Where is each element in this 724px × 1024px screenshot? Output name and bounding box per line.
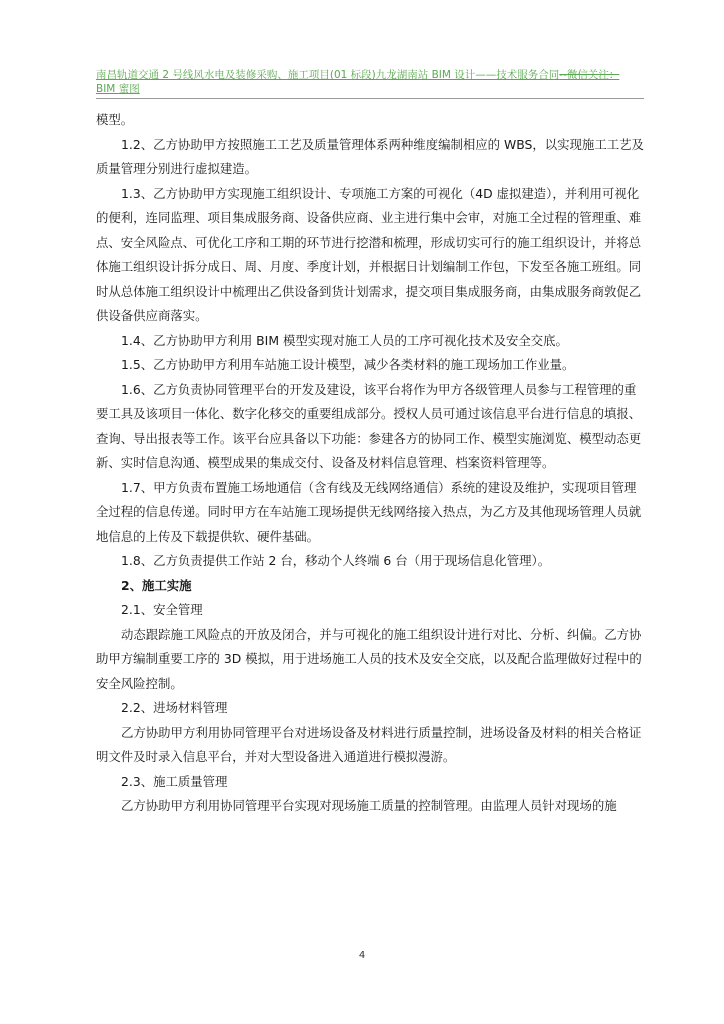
header-brand[interactable]: BIM 蜜图: [96, 83, 140, 95]
header-divider: [96, 98, 644, 99]
paragraph: 乙方协助甲方利用协同管理平台实现对现场施工质量的控制管理。由监理人员针对现场的施: [121, 798, 617, 813]
paragraph: 1.4、乙方协助甲方利用 BIM 模型实现对施工人员的工序可视化技术及安全交底。: [121, 332, 568, 348]
paragraph: 1.5、乙方协助甲方利用车站施工设计模型，减少各类材料的施工现场加工作业量。: [121, 357, 575, 372]
paragraph: 1.8、乙方负责提供工作站 2 台，移动个人终端 6 台（用于现场信息化管理）。: [121, 553, 551, 568]
document-body: [96, 108, 644, 819]
header-link[interactable]: --微信关注：: [559, 69, 620, 81]
subsection-heading: 2.3、施工质量管理: [121, 773, 228, 789]
subsection-heading: 2.1、安全管理: [121, 602, 203, 617]
paragraph: 1.6、乙方负责协同管理平台的开发及建设，该平台将作为甲方各级管理人员参与工程管理的重要工具及该项目一体化、数字化移交的重要组成部分。授权人员可通过该信息平台进行信息的填报、查询、导出报表等工作。该平台应具备以下功能：参建各方的协同工作、模型实施浏览、模型动态更新、实时信息沟通、模型成果的集成交付、设备及材料信息管理、档案资料管理等。: [96, 381, 642, 470]
page-number: 4: [358, 950, 366, 961]
paragraph: 1.2、乙方协助甲方按照施工工艺及质量管理体系两种维度编制相应的 WBS，以实现施工工艺及质量管理分别进行虚拟建造。: [96, 136, 644, 176]
subsection-heading: 2.2、进场材料管理: [121, 700, 228, 715]
paragraph: 乙方协助甲方利用协同管理平台对进场设备及材料进行质量控制，进场设备及材料的相关合格证明文件及时录入信息平台，并对大型设备进入通道进行模拟漫游。: [96, 724, 642, 764]
paragraph: 1.7、甲方负责布置施工场地通信（含有线及无线网络通信）系统的建设及维护，实现项目管理全过程的信息传递。同时甲方在车站施工现场提供无线网络接入热点，为乙方及其他现场管理人员就地信息的上传及下载提供软、硬件基础。: [96, 479, 642, 544]
header-title: 南昌轨道交通 2 号线风水电及装修采购、施工项目(01 标段)九龙湖南站 BIM 设计——技术服务合同: [96, 69, 560, 81]
paragraph: 1.3、乙方协助甲方实现施工组织设计、专项施工方案的可视化（4D 虚拟建造），并利用可视化的便利，连同监理、项目集成服务商、设备供应商、业主进行集中会审，对施工全过程的管理重、难点、安全风险点、可优化工序和工期的环节进行挖潜和梳理，形成切实可行的施工组织设计，并将总体施工组织设计拆分成日、周、月度、季度计划，并根据日计划编制工作包，下发至各施工班组。同时从总体施工组织设计中梳理出乙供设备到货计划需求，提交项目集成服务商，由集成服务商敦促乙供设备供应商落实。: [96, 185, 642, 323]
paragraph: 动态跟踪施工风险点的开放及闭合，并与可视化的施工组织设计进行对比、分析、纠偏。乙方协助甲方编制重要工序的 3D 模拟，用于进场施工人员的技术及安全交底，以及配合监理做好过程中的安全风险控制。: [96, 626, 642, 691]
page-header: [96, 68, 656, 96]
section-heading: 2、施工实施: [121, 577, 192, 593]
paragraph: 模型。: [96, 112, 134, 127]
